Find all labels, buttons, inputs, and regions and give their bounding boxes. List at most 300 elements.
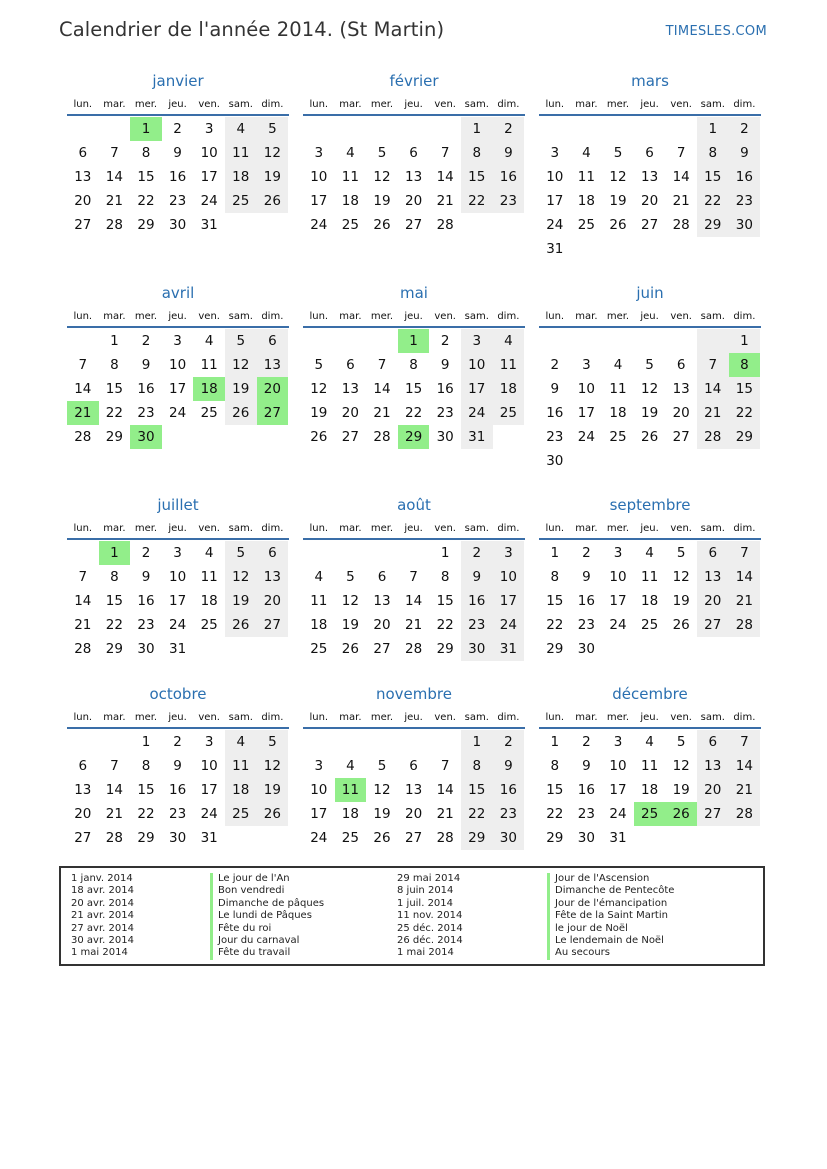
day-cell[interactable]: 14 <box>373 381 391 397</box>
day-cell[interactable]: 16 <box>577 782 595 798</box>
day-cell[interactable]: 6 <box>78 145 88 161</box>
day-cell[interactable]: 9 <box>440 357 450 373</box>
day-cell[interactable]: 19 <box>672 782 690 798</box>
day-cell[interactable]: 10 <box>168 357 187 373</box>
day-cell[interactable]: 17 <box>609 782 627 798</box>
day-cell[interactable]: 24 <box>310 217 328 233</box>
day-cell[interactable]: 24 <box>493 613 525 637</box>
day-cell[interactable]: 22 <box>105 405 123 421</box>
day-cell[interactable]: 25 <box>310 641 328 657</box>
day-cell[interactable]: 2 <box>173 734 182 750</box>
day-cell[interactable]: 19 <box>640 405 659 421</box>
day-cell[interactable]: 7 <box>729 730 761 754</box>
day-cell[interactable]: 30 <box>546 453 564 469</box>
day-cell[interactable]: 12 <box>225 353 257 377</box>
day-cell[interactable]: 7 <box>440 145 450 161</box>
day-cell[interactable]: 14 <box>105 169 123 185</box>
day-cell[interactable]: 25 <box>200 405 218 421</box>
day-cell[interactable]: 25 <box>493 401 525 425</box>
day-cell[interactable]: 13 <box>373 593 391 609</box>
day-cell[interactable]: 20 <box>373 617 391 633</box>
day-cell[interactable]: 24 <box>168 405 187 421</box>
day-cell[interactable]: 19 <box>341 617 359 633</box>
day-cell[interactable]: 21 <box>404 617 423 633</box>
day-cell[interactable]: 17 <box>200 782 218 798</box>
day-cell[interactable]: 28 <box>105 217 123 233</box>
day-cell[interactable]: 10 <box>461 353 493 377</box>
day-cell[interactable]: 10 <box>310 169 328 185</box>
day-cell[interactable]: 16 <box>137 593 155 609</box>
day-cell[interactable]: 11 <box>640 569 659 585</box>
day-cell[interactable]: 6 <box>697 541 729 565</box>
day-cell[interactable]: 3 <box>613 545 623 561</box>
day-cell[interactable]: 20 <box>640 193 659 209</box>
day-cell[interactable]: 13 <box>257 353 289 377</box>
day-cell[interactable]: 19 <box>257 778 289 802</box>
day-cell[interactable]: 13 <box>640 169 659 185</box>
day-cell[interactable]: 28 <box>436 830 454 846</box>
day-cell[interactable]: 11 <box>225 754 257 778</box>
day-cell[interactable]: 31 <box>461 425 493 449</box>
day-cell[interactable]: 18 <box>577 193 595 209</box>
day-cell[interactable]: 16 <box>493 165 525 189</box>
day-cell[interactable]: 6 <box>697 730 729 754</box>
day-cell[interactable]: 17 <box>577 405 595 421</box>
day-cell[interactable]: 12 <box>225 565 257 589</box>
day-cell[interactable]: 18 <box>225 778 257 802</box>
day-cell[interactable]: 20 <box>672 405 690 421</box>
day-cell[interactable]: 14 <box>404 593 423 609</box>
day-cell[interactable]: 21 <box>697 401 729 425</box>
day-cell[interactable]: 5 <box>257 117 289 141</box>
day-cell[interactable]: 9 <box>173 758 182 774</box>
day-cell[interactable]: 4 <box>204 333 214 349</box>
day-cell[interactable]: 25 <box>609 429 627 445</box>
day-cell[interactable]: 4 <box>346 758 355 774</box>
day-cell[interactable]: 19 <box>225 589 257 613</box>
day-cell[interactable]: 24 <box>546 217 564 233</box>
day-cell[interactable]: 10 <box>168 569 187 585</box>
day-cell[interactable]: 27 <box>697 613 729 637</box>
day-cell[interactable]: 9 <box>729 141 761 165</box>
day-cell[interactable]: 28 <box>697 425 729 449</box>
day-cell[interactable]: 5 <box>225 541 257 565</box>
day-cell[interactable]: 8 <box>440 569 450 585</box>
day-cell[interactable]: 1 <box>141 734 151 750</box>
day-cell[interactable]: 18 <box>493 377 525 401</box>
day-cell[interactable]: 19 <box>373 806 391 822</box>
day-cell[interactable]: 5 <box>257 730 289 754</box>
day-cell[interactable]: 18 <box>225 165 257 189</box>
day-cell[interactable]: 26 <box>225 613 257 637</box>
day-cell[interactable]: 3 <box>493 541 525 565</box>
day-cell[interactable]: 29 <box>105 429 123 445</box>
day-cell[interactable]: 5 <box>676 545 686 561</box>
day-cell[interactable]: 14 <box>436 169 454 185</box>
day-cell[interactable]: 10 <box>577 381 595 397</box>
day-cell[interactable]: 23 <box>461 613 493 637</box>
day-cell[interactable]: 12 <box>609 169 627 185</box>
day-cell[interactable]: 1 <box>99 541 131 565</box>
day-cell[interactable]: 17 <box>310 193 328 209</box>
day-cell[interactable]: 24 <box>609 617 627 633</box>
day-cell[interactable]: 28 <box>404 641 423 657</box>
day-cell[interactable]: 10 <box>493 565 525 589</box>
day-cell[interactable]: 26 <box>672 617 690 633</box>
day-cell[interactable]: 9 <box>582 758 591 774</box>
day-cell[interactable]: 8 <box>729 353 761 377</box>
day-cell[interactable]: 12 <box>640 381 659 397</box>
day-cell[interactable]: 27 <box>373 641 391 657</box>
day-cell[interactable]: 30 <box>577 641 595 657</box>
day-cell[interactable]: 2 <box>582 734 591 750</box>
day-cell[interactable]: 6 <box>409 758 418 774</box>
day-cell[interactable]: 15 <box>546 782 564 798</box>
day-cell[interactable]: 18 <box>200 593 218 609</box>
day-cell[interactable]: 8 <box>550 758 560 774</box>
day-cell[interactable]: 27 <box>640 217 659 233</box>
day-cell[interactable]: 30 <box>577 830 595 846</box>
day-cell[interactable]: 3 <box>204 121 214 137</box>
day-cell[interactable]: 22 <box>697 189 729 213</box>
day-cell[interactable]: 11 <box>335 778 367 802</box>
day-cell[interactable]: 9 <box>173 145 182 161</box>
day-cell[interactable]: 5 <box>645 357 654 373</box>
day-cell[interactable]: 3 <box>204 734 214 750</box>
day-cell[interactable]: 22 <box>546 617 564 633</box>
day-cell[interactable]: 7 <box>377 357 387 373</box>
day-cell[interactable]: 7 <box>78 569 88 585</box>
day-cell[interactable]: 15 <box>105 593 123 609</box>
day-cell[interactable]: 4 <box>225 117 257 141</box>
day-cell[interactable]: 13 <box>404 782 423 798</box>
day-cell[interactable]: 7 <box>729 541 761 565</box>
day-cell[interactable]: 27 <box>257 401 289 425</box>
day-cell[interactable]: 16 <box>729 165 761 189</box>
day-cell[interactable]: 7 <box>676 145 686 161</box>
day-cell[interactable]: 30 <box>461 637 493 661</box>
day-cell[interactable]: 7 <box>440 758 450 774</box>
day-cell[interactable]: 30 <box>729 213 761 237</box>
day-cell[interactable]: 12 <box>257 754 289 778</box>
day-cell[interactable]: 3 <box>173 545 182 561</box>
day-cell[interactable]: 1 <box>550 734 560 750</box>
day-cell[interactable]: 22 <box>137 193 155 209</box>
day-cell[interactable]: 12 <box>672 758 690 774</box>
day-cell[interactable]: 4 <box>582 145 591 161</box>
day-cell[interactable]: 9 <box>550 381 560 397</box>
day-cell[interactable]: 18 <box>193 377 225 401</box>
day-cell[interactable]: 1 <box>461 117 493 141</box>
day-cell[interactable]: 27 <box>697 802 729 826</box>
day-cell[interactable]: 21 <box>436 806 454 822</box>
day-cell[interactable]: 20 <box>257 589 289 613</box>
day-cell[interactable]: 23 <box>168 806 187 822</box>
day-cell[interactable]: 25 <box>577 217 595 233</box>
day-cell[interactable]: 4 <box>493 329 525 353</box>
day-cell[interactable]: 5 <box>676 734 686 750</box>
day-cell[interactable]: 16 <box>461 589 493 613</box>
day-cell[interactable]: 28 <box>672 217 690 233</box>
day-cell[interactable]: 28 <box>74 429 92 445</box>
day-cell[interactable]: 19 <box>310 405 328 421</box>
day-cell[interactable]: 2 <box>440 333 450 349</box>
day-cell[interactable]: 13 <box>74 169 92 185</box>
day-cell[interactable]: 18 <box>640 593 659 609</box>
day-cell[interactable]: 5 <box>377 758 387 774</box>
day-cell[interactable]: 3 <box>173 333 182 349</box>
day-cell[interactable]: 18 <box>341 193 359 209</box>
day-cell[interactable]: 7 <box>78 357 88 373</box>
day-cell[interactable]: 9 <box>582 569 591 585</box>
day-cell[interactable]: 23 <box>137 617 155 633</box>
day-cell[interactable]: 14 <box>436 782 454 798</box>
day-cell[interactable]: 23 <box>137 405 155 421</box>
day-cell[interactable]: 27 <box>74 830 92 846</box>
day-cell[interactable]: 15 <box>137 782 155 798</box>
day-cell[interactable]: 10 <box>200 758 218 774</box>
day-cell[interactable]: 8 <box>141 145 151 161</box>
day-cell[interactable]: 22 <box>729 401 761 425</box>
day-cell[interactable]: 7 <box>409 569 418 585</box>
day-cell[interactable]: 13 <box>257 565 289 589</box>
day-cell[interactable]: 8 <box>110 357 119 373</box>
day-cell[interactable]: 23 <box>729 189 761 213</box>
day-cell[interactable]: 18 <box>341 806 359 822</box>
day-cell[interactable]: 12 <box>310 381 328 397</box>
day-cell[interactable]: 8 <box>409 357 418 373</box>
day-cell[interactable]: 26 <box>640 429 659 445</box>
day-cell[interactable]: 26 <box>609 217 627 233</box>
day-cell[interactable]: 13 <box>697 565 729 589</box>
day-cell[interactable]: 25 <box>640 617 659 633</box>
day-cell[interactable]: 24 <box>310 830 328 846</box>
day-cell[interactable]: 13 <box>74 782 92 798</box>
day-cell[interactable]: 14 <box>729 754 761 778</box>
day-cell[interactable]: 19 <box>257 165 289 189</box>
day-cell[interactable]: 29 <box>461 826 493 850</box>
day-cell[interactable]: 29 <box>137 217 155 233</box>
day-cell[interactable]: 29 <box>697 213 729 237</box>
day-cell[interactable]: 31 <box>200 217 218 233</box>
day-cell[interactable]: 18 <box>310 617 328 633</box>
day-cell[interactable]: 20 <box>74 806 92 822</box>
day-cell[interactable]: 6 <box>645 145 654 161</box>
day-cell[interactable]: 29 <box>729 425 761 449</box>
day-cell[interactable]: 18 <box>640 782 659 798</box>
day-cell[interactable]: 21 <box>373 405 391 421</box>
day-cell[interactable]: 4 <box>204 545 214 561</box>
day-cell[interactable]: 5 <box>346 569 355 585</box>
day-cell[interactable]: 29 <box>105 641 123 657</box>
day-cell[interactable]: 1 <box>729 329 761 353</box>
day-cell[interactable]: 24 <box>461 401 493 425</box>
day-cell[interactable]: 20 <box>697 589 729 613</box>
day-cell[interactable]: 6 <box>377 569 387 585</box>
day-cell[interactable]: 22 <box>137 806 155 822</box>
day-cell[interactable]: 25 <box>225 189 257 213</box>
day-cell[interactable]: 8 <box>697 141 729 165</box>
day-cell[interactable]: 30 <box>137 641 155 657</box>
day-cell[interactable]: 15 <box>105 381 123 397</box>
day-cell[interactable]: 24 <box>200 193 218 209</box>
day-cell[interactable]: 13 <box>697 754 729 778</box>
day-cell[interactable]: 14 <box>105 782 123 798</box>
day-cell[interactable]: 26 <box>373 830 391 846</box>
day-cell[interactable]: 25 <box>634 802 666 826</box>
day-cell[interactable]: 21 <box>74 617 92 633</box>
day-cell[interactable]: 5 <box>377 145 387 161</box>
day-cell[interactable]: 28 <box>436 217 454 233</box>
day-cell[interactable]: 11 <box>577 169 595 185</box>
day-cell[interactable]: 26 <box>257 189 289 213</box>
day-cell[interactable]: 12 <box>257 141 289 165</box>
day-cell[interactable]: 16 <box>137 381 155 397</box>
day-cell[interactable]: 1 <box>440 545 450 561</box>
day-cell[interactable]: 3 <box>582 357 591 373</box>
day-cell[interactable]: 21 <box>729 778 761 802</box>
day-cell[interactable]: 2 <box>461 541 493 565</box>
day-cell[interactable]: 16 <box>436 381 454 397</box>
brand-logo-text[interactable]: TIMESLES.COM <box>665 24 767 39</box>
day-cell[interactable]: 2 <box>582 545 591 561</box>
day-cell[interactable]: 29 <box>137 830 155 846</box>
day-cell[interactable]: 22 <box>436 617 454 633</box>
day-cell[interactable]: 2 <box>173 121 182 137</box>
day-cell[interactable]: 31 <box>546 241 564 257</box>
day-cell[interactable]: 2 <box>141 545 151 561</box>
day-cell[interactable]: 20 <box>697 778 729 802</box>
day-cell[interactable]: 1 <box>550 545 560 561</box>
day-cell[interactable]: 27 <box>404 217 423 233</box>
day-cell[interactable]: 9 <box>461 565 493 589</box>
day-cell[interactable]: 20 <box>341 405 359 421</box>
day-cell[interactable]: 14 <box>729 565 761 589</box>
day-cell[interactable]: 14 <box>697 377 729 401</box>
day-cell[interactable]: 17 <box>493 589 525 613</box>
day-cell[interactable]: 1 <box>697 117 729 141</box>
day-cell[interactable]: 16 <box>546 405 564 421</box>
day-cell[interactable]: 30 <box>130 425 162 449</box>
day-cell[interactable]: 23 <box>577 617 595 633</box>
day-cell[interactable]: 11 <box>341 169 359 185</box>
day-cell[interactable]: 6 <box>409 145 418 161</box>
day-cell[interactable]: 5 <box>225 329 257 353</box>
day-cell[interactable]: 20 <box>74 193 92 209</box>
day-cell[interactable]: 31 <box>609 830 627 846</box>
day-cell[interactable]: 6 <box>257 329 289 353</box>
day-cell[interactable]: 8 <box>550 569 560 585</box>
day-cell[interactable]: 16 <box>168 169 187 185</box>
day-cell[interactable]: 15 <box>137 169 155 185</box>
day-cell[interactable]: 29 <box>546 641 564 657</box>
day-cell[interactable]: 19 <box>609 193 627 209</box>
day-cell[interactable]: 2 <box>493 117 525 141</box>
day-cell[interactable]: 23 <box>168 193 187 209</box>
day-cell[interactable]: 27 <box>257 613 289 637</box>
day-cell[interactable]: 7 <box>697 353 729 377</box>
day-cell[interactable]: 21 <box>729 589 761 613</box>
day-cell[interactable]: 6 <box>257 541 289 565</box>
day-cell[interactable]: 23 <box>577 806 595 822</box>
day-cell[interactable]: 2 <box>141 333 151 349</box>
day-cell[interactable]: 9 <box>493 141 525 165</box>
day-cell[interactable]: 8 <box>141 758 151 774</box>
day-cell[interactable]: 11 <box>200 569 218 585</box>
day-cell[interactable]: 28 <box>373 429 391 445</box>
day-cell[interactable]: 27 <box>404 830 423 846</box>
day-cell[interactable]: 23 <box>546 429 564 445</box>
day-cell[interactable]: 16 <box>493 778 525 802</box>
day-cell[interactable]: 4 <box>645 734 654 750</box>
day-cell[interactable]: 29 <box>398 425 430 449</box>
day-cell[interactable]: 19 <box>373 193 391 209</box>
day-cell[interactable]: 1 <box>461 730 493 754</box>
day-cell[interactable]: 16 <box>577 593 595 609</box>
day-cell[interactable]: 17 <box>546 193 564 209</box>
day-cell[interactable]: 24 <box>577 429 595 445</box>
day-cell[interactable]: 20 <box>404 193 423 209</box>
day-cell[interactable]: 3 <box>613 734 623 750</box>
day-cell[interactable]: 10 <box>546 169 564 185</box>
day-cell[interactable]: 21 <box>672 193 690 209</box>
day-cell[interactable]: 11 <box>310 593 328 609</box>
day-cell[interactable]: 4 <box>645 545 654 561</box>
day-cell[interactable]: 11 <box>640 758 659 774</box>
day-cell[interactable]: 23 <box>436 405 454 421</box>
day-cell[interactable]: 17 <box>310 806 328 822</box>
day-cell[interactable]: 3 <box>550 145 560 161</box>
day-cell[interactable]: 9 <box>141 357 151 373</box>
day-cell[interactable]: 10 <box>609 758 627 774</box>
day-cell[interactable]: 1 <box>398 329 430 353</box>
day-cell[interactable]: 13 <box>341 381 359 397</box>
day-cell[interactable]: 28 <box>105 830 123 846</box>
day-cell[interactable]: 31 <box>493 637 525 661</box>
day-cell[interactable]: 15 <box>729 377 761 401</box>
day-cell[interactable]: 24 <box>609 806 627 822</box>
day-cell[interactable]: 26 <box>665 802 697 826</box>
day-cell[interactable]: 3 <box>314 758 324 774</box>
day-cell[interactable]: 26 <box>310 429 328 445</box>
day-cell[interactable]: 10 <box>609 569 627 585</box>
day-cell[interactable]: 15 <box>461 778 493 802</box>
day-cell[interactable]: 24 <box>168 617 187 633</box>
day-cell[interactable]: 12 <box>672 569 690 585</box>
day-cell[interactable]: 29 <box>436 641 454 657</box>
day-cell[interactable]: 25 <box>225 802 257 826</box>
day-cell[interactable]: 5 <box>314 357 324 373</box>
day-cell[interactable]: 11 <box>609 381 627 397</box>
day-cell[interactable]: 6 <box>78 758 88 774</box>
day-cell[interactable]: 14 <box>74 593 92 609</box>
day-cell[interactable]: 8 <box>110 569 119 585</box>
day-cell[interactable]: 25 <box>200 617 218 633</box>
day-cell[interactable]: 12 <box>341 593 359 609</box>
day-cell[interactable]: 25 <box>341 830 359 846</box>
day-cell[interactable]: 15 <box>697 165 729 189</box>
day-cell[interactable]: 19 <box>225 377 257 401</box>
day-cell[interactable]: 17 <box>609 593 627 609</box>
day-cell[interactable]: 13 <box>404 169 423 185</box>
day-cell[interactable]: 14 <box>74 381 92 397</box>
day-cell[interactable]: 30 <box>493 826 525 850</box>
day-cell[interactable]: 13 <box>672 381 690 397</box>
day-cell[interactable]: 28 <box>729 802 761 826</box>
day-cell[interactable]: 15 <box>546 593 564 609</box>
day-cell[interactable]: 3 <box>461 329 493 353</box>
day-cell[interactable]: 6 <box>346 357 355 373</box>
